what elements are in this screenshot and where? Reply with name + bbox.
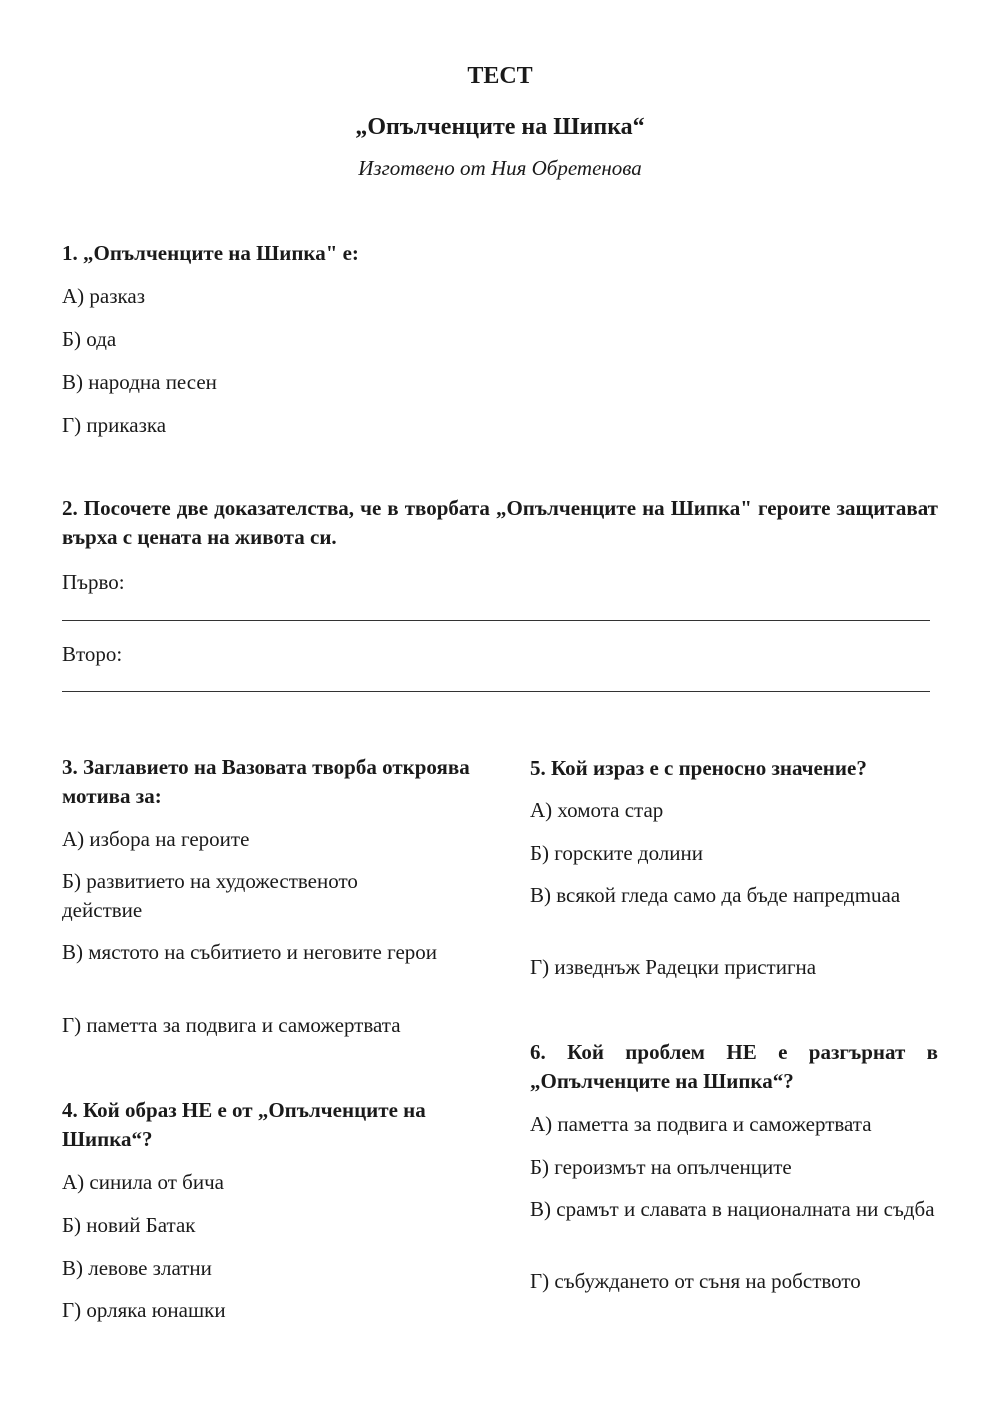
question-5-option-b[interactable]: Б) горските долини (530, 841, 704, 865)
question-1: 1. „Опълченците на Шипка" е: (62, 241, 359, 265)
question-2-second-label: Второ: (62, 642, 123, 666)
question-3: 3. Заглавието на Вазовата творба откроява мотива за: (62, 755, 470, 808)
answer-line-first[interactable] (62, 620, 930, 621)
answer-line-second[interactable] (62, 691, 930, 692)
author-line: Изготвено от Ния Обретенова (358, 156, 642, 180)
question-3-option-d[interactable]: Г) паметта за подвига и саможертвата (62, 1013, 401, 1037)
page-subtitle: „Опълченците на Шипка“ (355, 114, 645, 140)
question-4: 4. Кой образ НЕ е от „Опълченците на Шипка“? (62, 1098, 426, 1151)
question-6-option-d[interactable]: Г) събуждането от съня на робството (530, 1269, 861, 1293)
question-3-option-a[interactable]: А) избора на героите (62, 827, 250, 851)
question-6-option-b[interactable]: Б) героизмът на опълченците (530, 1155, 792, 1179)
question-1-option-a[interactable]: А) разказ (62, 284, 146, 308)
question-4-option-b[interactable]: Б) новий Батак (62, 1213, 196, 1237)
question-1-option-d[interactable]: Г) приказка (62, 413, 167, 437)
question-6-option-c[interactable]: В) срамът и славата в националната ни съдба (530, 1197, 935, 1221)
question-6: 6. Кой проблем НЕ е разгърнат в „Опълченците на Шипка“? (530, 1040, 938, 1093)
question-5: 5. Кой израз е с преносно значение? (530, 756, 867, 780)
page-title: ТЕСТ (467, 63, 533, 89)
question-4-option-a[interactable]: А) синила от бича (62, 1170, 224, 1194)
question-5-option-a[interactable]: А) хомота стар (530, 798, 664, 822)
question-6-option-a[interactable]: А) паметта за подвига и саможертвата (530, 1112, 872, 1136)
question-3-option-c[interactable]: В) мястото на събитието и неговите герои (62, 940, 438, 964)
question-3-option-b[interactable]: Б) развитието на художественото действие (62, 869, 358, 922)
question-5-option-c[interactable]: В) всякой гледа само да бъде напредmuaa (530, 883, 901, 907)
question-1-option-b[interactable]: Б) ода (62, 327, 117, 351)
question-2: 2. Посочете две доказателства, че в творбата „Опълченците на Шипка" героите защитават върха с цената на живота си. (62, 496, 938, 549)
question-4-option-c[interactable]: В) левове златни (62, 1256, 212, 1280)
question-5-option-d[interactable]: Г) изведнъж Радецки пристигна (530, 955, 817, 979)
question-1-option-c[interactable]: В) народна песен (62, 370, 217, 394)
question-2-first-label: Първо: (62, 570, 125, 594)
question-4-option-d[interactable]: Г) орляка юнашки (62, 1298, 226, 1322)
